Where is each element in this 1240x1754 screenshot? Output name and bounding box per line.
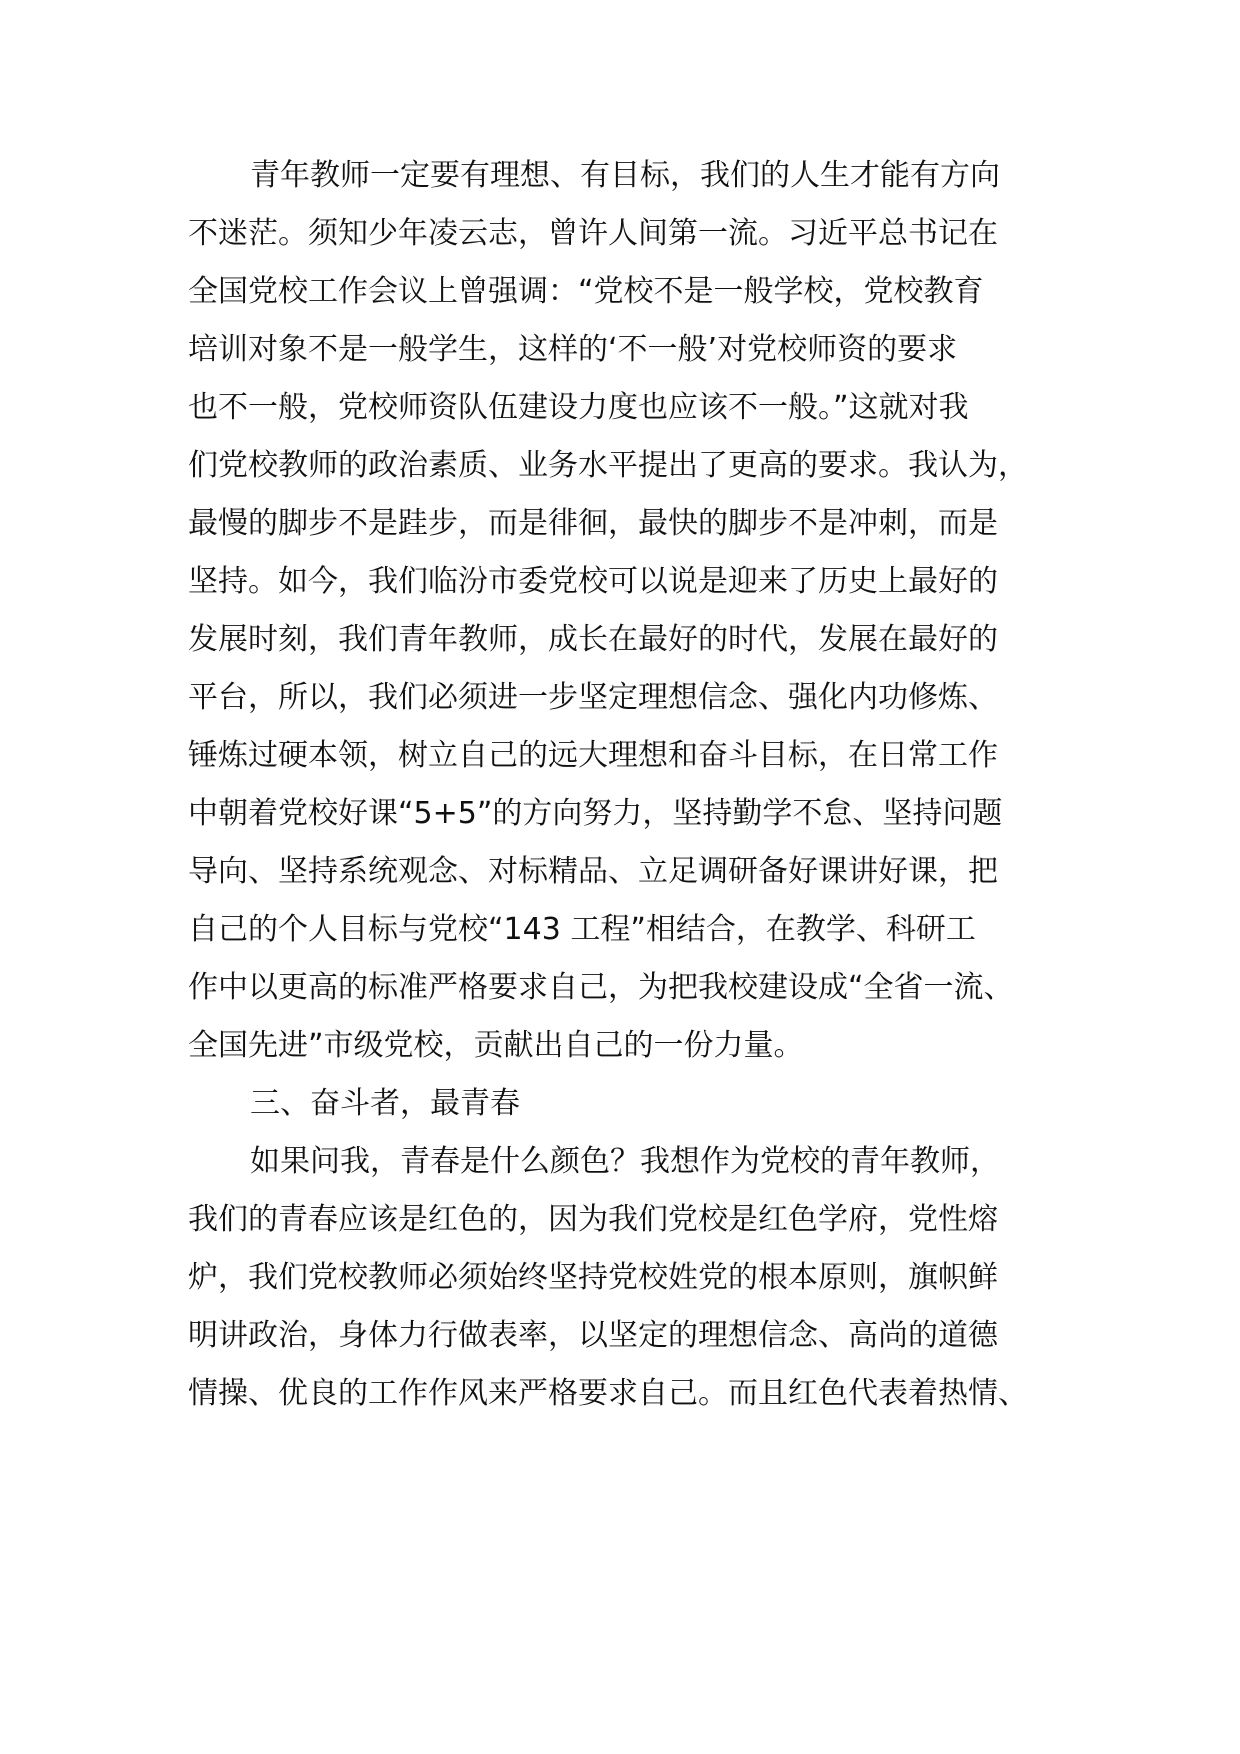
paragraph-1-line-9: 发展时刻，我们青年教师，成长在最好的时代，发展在最好的 <box>188 622 998 657</box>
paragraph-2-line-1: 如果问我，青春是什么颜色？我想作为党校的青年教师， <box>250 1144 1000 1179</box>
paragraph-1-line-14: 自己的个人目标与党校“143 工程”相结合，在教学、科研工 <box>188 912 976 947</box>
paragraph-1-line-13: 导向、坚持系统观念、对标精品、立足调研备好课讲好课，把 <box>188 854 998 889</box>
paragraph-1-line-4: 培训对象不是一般学生，这样的‘不一般’对党校师资的要求 <box>188 332 958 367</box>
paragraph-1-line-3: 全国党校工作会议上曾强调：“党校不是一般学校，党校教育 <box>188 274 984 309</box>
paragraph-1-line-2: 不迷茫。须知少年凌云志，曾许人间第一流。习近平总书记在 <box>188 216 998 251</box>
paragraph-1-line-10: 平台，所以，我们必须进一步坚定理想信念、强化内功修炼、 <box>188 680 998 715</box>
paragraph-1-line-5: 也不一般，党校师资队伍建设力度也应该不一般。”这就对我 <box>188 390 969 425</box>
paragraph-1-line-6: 们党校教师的政治素质、业务水平提出了更高的要求。我认为， <box>188 448 1028 483</box>
paragraph-1-line-15: 作中以更高的标准严格要求自己，为把我校建设成“全省一流、 <box>188 970 1014 1005</box>
paragraph-2-line-5: 情操、优良的工作作风来严格要求自己。而且红色代表着热情、 <box>188 1376 1028 1411</box>
paragraph-2-line-3: 炉，我们党校教师必须始终坚持党校姓党的根本原则，旗帜鲜 <box>188 1260 998 1295</box>
paragraph-2-line-4: 明讲政治，身体力行做表率，以坚定的理想信念、高尚的道德 <box>188 1318 998 1353</box>
paragraph-1-line-16: 全国先进”市级党校，贡献出自己的一份力量。 <box>188 1028 804 1063</box>
paragraph-1-line-11: 锤炼过硬本领，树立自己的远大理想和奋斗目标，在日常工作 <box>188 738 998 773</box>
paragraph-1-line-7: 最慢的脚步不是跬步，而是徘徊，最快的脚步不是冲刺，而是 <box>188 506 998 541</box>
paragraph-1-line-8: 坚持。如今，我们临汾市委党校可以说是迎来了历史上最好的 <box>188 564 998 599</box>
section-heading: 三、奋斗者，最青春 <box>250 1086 520 1121</box>
paragraph-1-line-12: 中朝着党校好课“5+5”的方向努力，坚持勤学不怠、坚持问题 <box>188 796 1003 831</box>
paragraph-2-line-2: 我们的青春应该是红色的，因为我们党校是红色学府，党性熔 <box>188 1202 998 1237</box>
paragraph-1-line-1: 青年教师一定要有理想、有目标，我们的人生才能有方向 <box>250 158 1000 193</box>
